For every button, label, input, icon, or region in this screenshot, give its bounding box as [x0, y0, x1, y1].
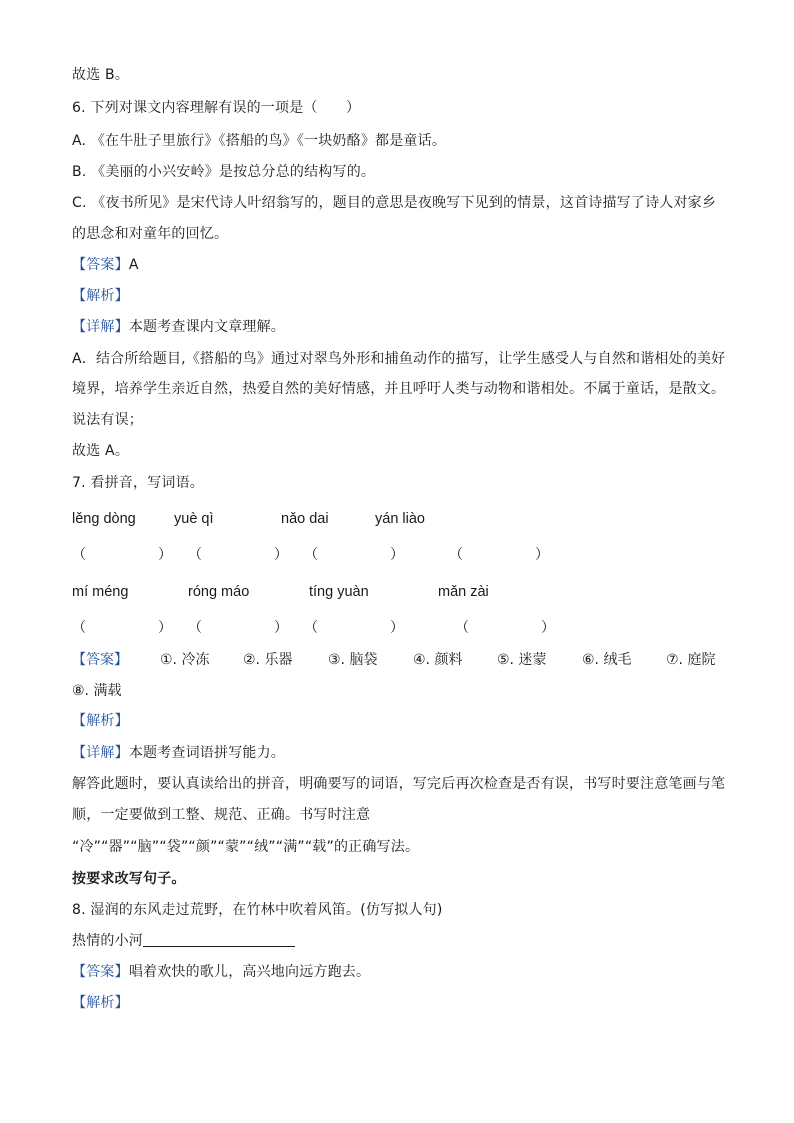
paren-open: （	[188, 547, 202, 563]
detail-line	[72, 318, 285, 336]
paren-open: （	[304, 620, 318, 636]
fill-blank-line	[72, 932, 295, 950]
analysis-tag: 【解析】	[72, 995, 129, 1011]
explanation-line: 解答此题时，要认真读给出的拼音，明确要写的词语，写完后再次检查是否有误，书写时要注意笔画与笔	[72, 776, 726, 792]
pinyin-7: tíng yuàn	[309, 584, 369, 600]
explanation-line: 境界，培养学生亲近自然，热爱自然的美好情感，并且呼吁人类与动物和谐相处。不属于童话，是散文。	[72, 381, 726, 397]
answer-num: ②.	[243, 652, 261, 668]
question-8: 8. 湿润的东风走过荒野，在竹林中吹着风笛。(仿写拟人句)	[72, 902, 443, 918]
answer-item	[160, 651, 209, 669]
answer-tag: 【答案】	[72, 652, 128, 668]
answer-value: 唱着欢快的歌儿，高兴地向远方跑去。	[128, 964, 371, 980]
option-c-cont: 的思念和对童年的回忆。	[72, 226, 229, 242]
answer-word: 庭院	[687, 652, 716, 668]
answer-word: 绒毛	[603, 652, 632, 668]
explanation-line: 故选 A。	[72, 443, 130, 459]
pinyin-3: nǎo dai	[281, 511, 329, 527]
answer-tag: 【答案】	[72, 964, 129, 980]
section-heading: 按要求改写句子。	[72, 871, 186, 887]
explanation-line: A．结合所给题目,《搭船的鸟》通过对翠鸟外形和捕鱼动作的描写，让学生感受人与自然和谐相处的美好	[72, 351, 726, 367]
answer-tag: 【答案】	[72, 257, 129, 273]
text-line: 故选 B。	[72, 67, 130, 83]
paren-close: ）	[158, 547, 172, 563]
option-a: A. 《在牛肚子里旅行》《搭船的鸟》《一块奶酪》都是童话。	[72, 133, 447, 149]
paren-open: （	[72, 547, 86, 563]
pinyin-4: yán liào	[375, 511, 425, 527]
analysis-tag: 【解析】	[72, 288, 129, 304]
answer-word: 乐器	[264, 652, 293, 668]
pinyin-2: yuè qì	[174, 511, 214, 527]
answer-word: 冷冻	[181, 652, 210, 668]
detail-text: 本题考查词语拼写能力。	[128, 745, 286, 761]
explanation-line: 顺，一定要做到工整、规范、正确。书写时注意	[72, 807, 371, 823]
option-b: B. 《美丽的小兴安岭》是按总分总的结构写的。	[72, 164, 376, 180]
answer-blank[interactable]	[143, 932, 295, 947]
paren-open: （	[72, 620, 86, 636]
answer-item	[666, 651, 715, 669]
answer-word: 迷蒙	[518, 652, 547, 668]
paren-close: ）	[541, 620, 555, 636]
answer-word: 颜料	[434, 652, 463, 668]
answer-num: ⑤.	[497, 652, 515, 668]
answer-num: ⑧.	[72, 683, 90, 699]
answer-item	[413, 651, 462, 669]
answer-num: ⑥.	[582, 652, 600, 668]
answer-line	[72, 256, 139, 274]
pinyin-6: róng máo	[188, 584, 250, 600]
answer-num: ⑦.	[666, 652, 684, 668]
answer-item	[243, 651, 292, 669]
analysis-tag: 【解析】	[72, 713, 129, 729]
pinyin-5: mí méng	[72, 584, 129, 600]
answer-num: ④.	[413, 652, 431, 668]
option-c: C. 《夜书所见》是宋代诗人叶绍翁写的，题目的意思是夜晚写下见到的情景，这首诗描写了诗人对家乡	[72, 195, 717, 211]
paren-close: ）	[274, 547, 288, 563]
blank-prefix: 热情的小河	[72, 933, 143, 949]
paren-open: （	[304, 547, 318, 563]
pinyin-1: lěng dòng	[72, 511, 136, 527]
answer-word: 脑袋	[349, 652, 378, 668]
answer-item	[582, 651, 631, 669]
answer-item	[72, 682, 121, 700]
answer-value: A	[128, 257, 139, 273]
paren-open: （	[188, 620, 202, 636]
explanation-line: 说法有误；	[72, 412, 143, 428]
detail-text: 本题考查课内文章理解。	[128, 319, 286, 335]
paren-close: ）	[274, 620, 288, 636]
question-7: 7. 看拼音，写词语。	[72, 475, 205, 491]
answer-num: ③.	[328, 652, 346, 668]
detail-tag: 【详解】	[72, 319, 129, 335]
answer-line	[72, 963, 370, 981]
pinyin-8: mǎn zài	[438, 584, 489, 600]
detail-line	[72, 744, 285, 762]
paren-open: （	[455, 620, 469, 636]
answer-num: ①.	[160, 652, 178, 668]
detail-tag: 【详解】	[72, 745, 129, 761]
paren-close: ）	[390, 547, 404, 563]
answer-item	[328, 651, 377, 669]
paren-close: ）	[390, 620, 404, 636]
answer-item	[497, 651, 546, 669]
question-6: 6. 下列对课文内容理解有误的一项是（ ）	[72, 100, 361, 116]
paren-open: （	[449, 547, 463, 563]
explanation-line: “冷”“器”“脑”“袋”“颜”“蒙”“绒”“满”“载”的正确写法。	[72, 839, 420, 855]
answer-word: 满载	[93, 683, 122, 699]
paren-close: ）	[535, 547, 549, 563]
paren-close: ）	[158, 620, 172, 636]
